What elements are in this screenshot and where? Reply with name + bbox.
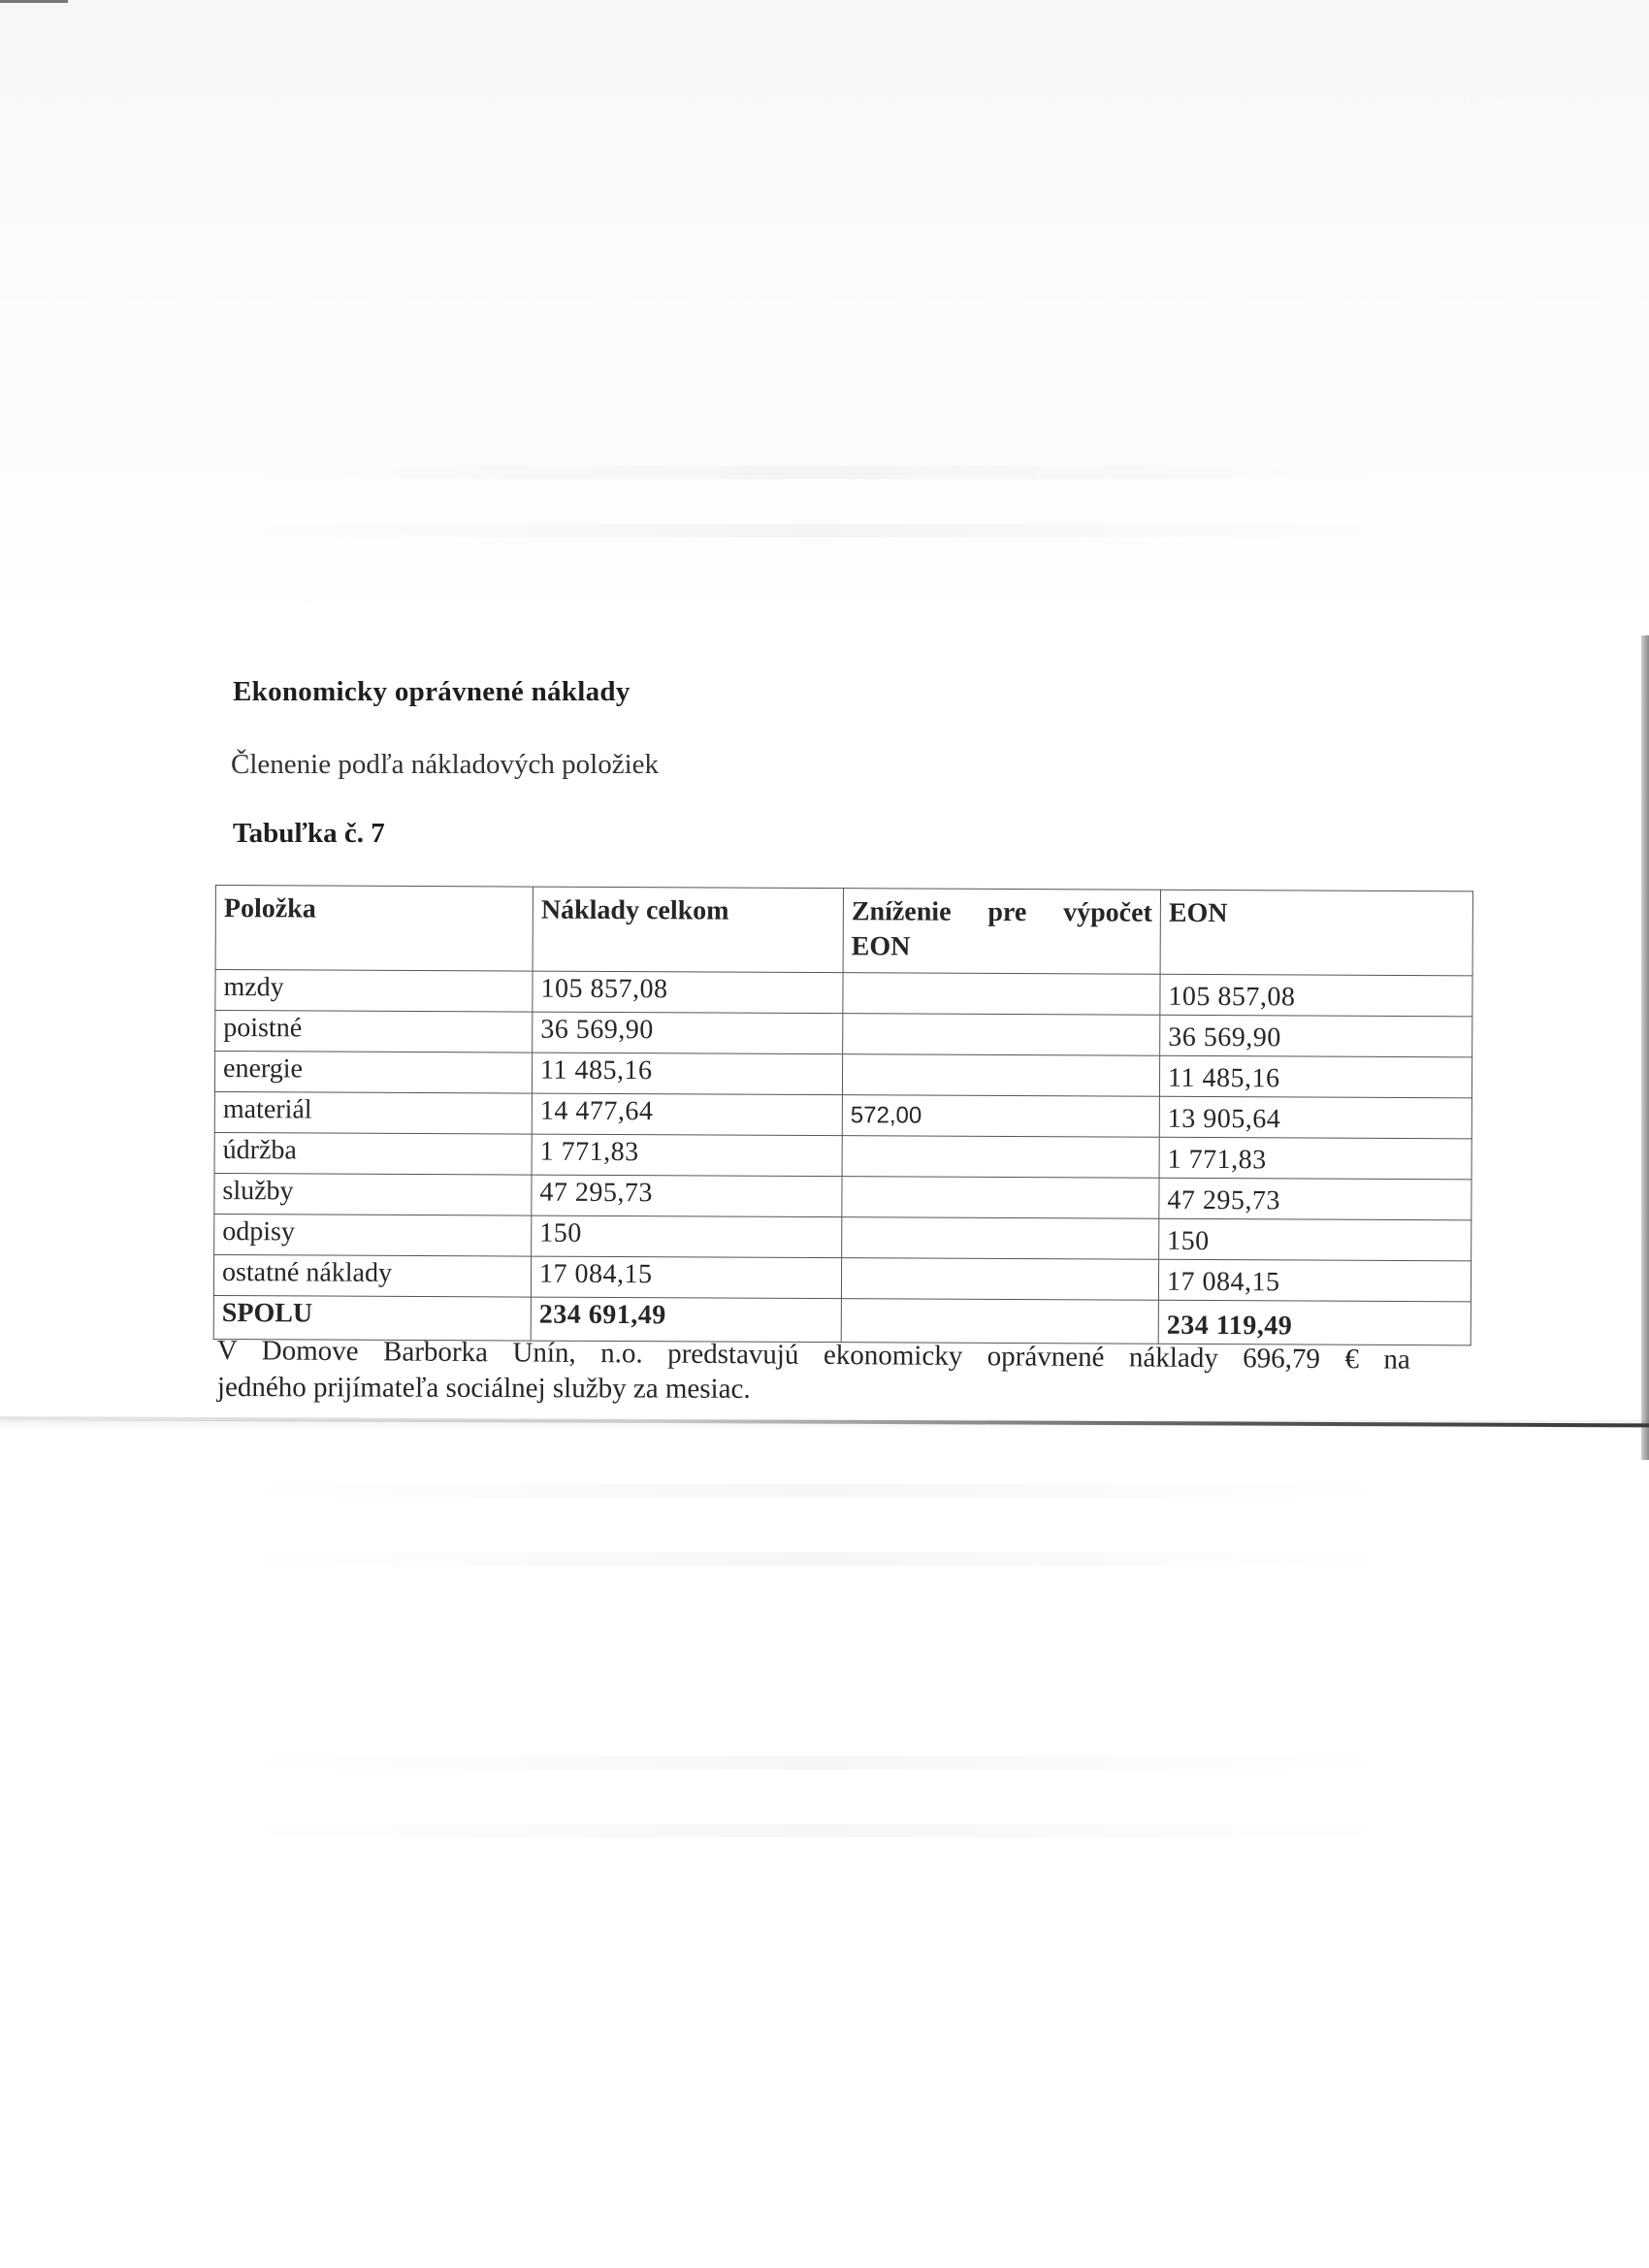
cell-eon: 13 905,64 <box>1159 1096 1471 1139</box>
cell-reduction <box>843 973 1160 1016</box>
cell-eon: 36 569,90 <box>1160 1015 1472 1057</box>
table-row <box>214 1132 1471 1179</box>
table-row <box>214 1173 1471 1219</box>
cell-total: 11 485,16 <box>532 1053 842 1095</box>
cell-eon: 105 857,08 <box>1160 974 1472 1017</box>
cell-reduction <box>841 1258 1158 1301</box>
cell-total: 36 569,90 <box>533 1012 843 1054</box>
total-eon-value: 234 119,49 <box>1158 1300 1471 1345</box>
cost-table <box>213 885 1473 1345</box>
cell-item: ostatné náklady <box>213 1254 531 1297</box>
cell-reduction: 572,00 <box>842 1095 1159 1138</box>
cell-item: materiál <box>214 1091 532 1134</box>
summary-paragraph <box>217 1332 1410 1406</box>
cell-total: 105 857,08 <box>533 971 843 1014</box>
cell-reduction <box>842 1136 1159 1179</box>
cell-eon: 47 295,73 <box>1159 1178 1471 1220</box>
table-title: Tabuľka č. 7 <box>233 818 385 849</box>
summary-line-2: jedného prijímateľa sociálnej služby za mesiac. <box>216 1372 751 1405</box>
cell-eon: 17 084,15 <box>1158 1259 1471 1302</box>
cell-total: 17 084,15 <box>531 1256 841 1299</box>
cell-item: služby <box>214 1173 532 1215</box>
table-header-row <box>215 886 1472 976</box>
cell-reduction <box>842 1217 1159 1260</box>
cell-eon: 11 485,16 <box>1159 1055 1471 1098</box>
cell-item: energie <box>214 1052 532 1094</box>
table-row <box>214 1214 1471 1260</box>
total-label: SPOLU <box>213 1295 531 1341</box>
table-row <box>215 1011 1472 1057</box>
table-row <box>214 1091 1471 1138</box>
cell-total: 47 295,73 <box>532 1175 842 1217</box>
cell-reduction <box>842 1054 1159 1097</box>
section-subheading: Členenie podľa nákladových položiek <box>231 749 660 780</box>
summary-line-1: V Domove Barborka Unín, n.o. predstavujú ekonomicky oprávnené náklady 696,79 € na <box>216 1334 1410 1376</box>
cell-reduction <box>842 1177 1159 1219</box>
table-row <box>213 1254 1471 1301</box>
cell-eon: 150 <box>1159 1218 1471 1261</box>
header-reduction: Zníženie pre výpočet EON <box>843 889 1160 975</box>
total-costs-value: 234 691,49 <box>531 1297 841 1343</box>
header-item: Položka <box>215 886 533 972</box>
table-row <box>214 1052 1471 1098</box>
table-row <box>215 970 1472 1017</box>
cell-item: mzdy <box>215 970 533 1013</box>
header-total: Náklady celkom <box>533 887 843 973</box>
cell-item: údržba <box>214 1132 532 1175</box>
cell-item: poistné <box>215 1011 533 1053</box>
cell-total: 150 <box>532 1215 842 1258</box>
cell-total: 1 771,83 <box>532 1134 842 1177</box>
section-heading: Ekonomicky oprávnené náklady <box>233 676 630 707</box>
cell-item: odpisy <box>214 1214 532 1256</box>
cell-reduction <box>843 1014 1160 1056</box>
cell-eon: 1 771,83 <box>1159 1137 1471 1180</box>
header-eon: EON <box>1160 890 1472 976</box>
cell-total: 14 477,64 <box>532 1093 842 1136</box>
